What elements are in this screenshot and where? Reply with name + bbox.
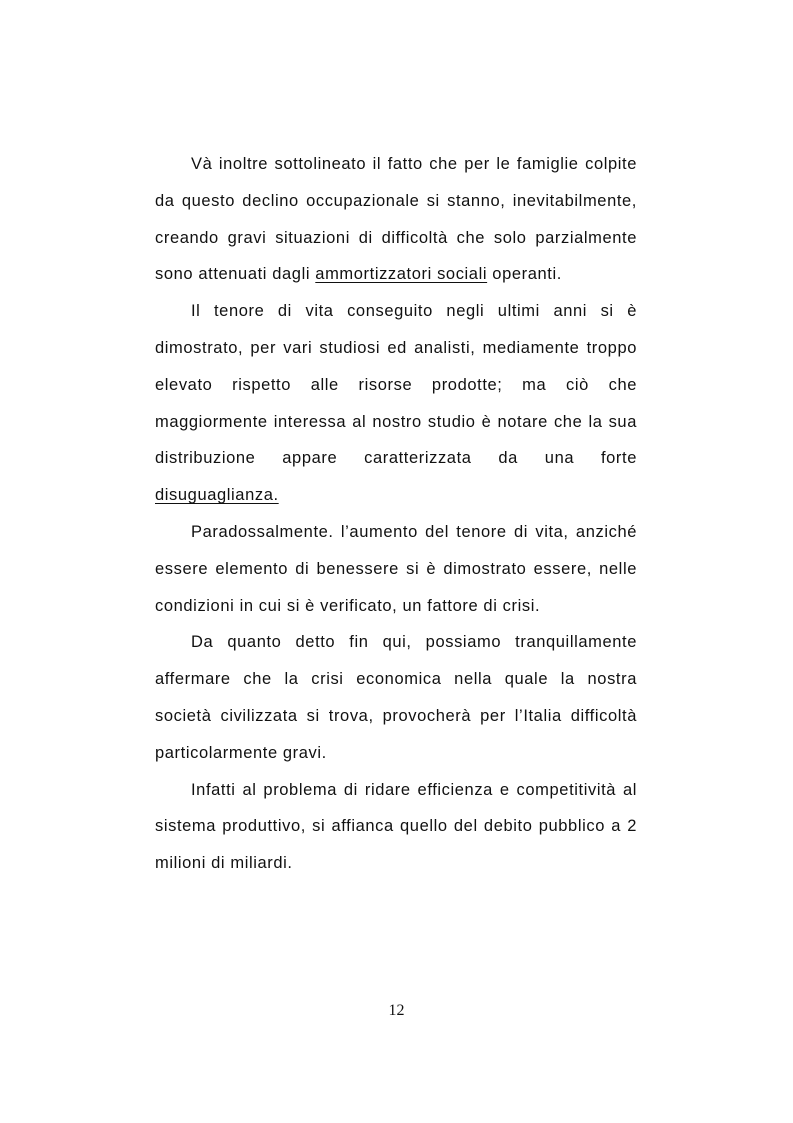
page-number: 12 <box>388 1002 405 1019</box>
paragraph-2 <box>155 293 637 514</box>
paragraph-1-tail: operanti. <box>487 265 562 284</box>
paragraph-4: Da quanto detto fin qui, possiamo tranquillamente affermare che la crisi economica nella quale la nostra società civilizzata si trova, provocherà per l’Italia difficoltà particolarmente gravi. <box>155 633 637 762</box>
underlined-term-disuguaglianza: disuguaglianza. <box>155 486 279 505</box>
underlined-term-ammortizzatori-sociali: ammortizzatori sociali <box>315 265 488 284</box>
paragraph-1-text: Và inoltre sottolineato il fatto che per le famiglie colpite da questo declino occupazionale si stanno, inevitabilmente, creando gravi situazioni di difficoltà che solo parzialmente sono attenuati dagli <box>155 155 637 284</box>
paragraph-5: Infatti al problema di ridare efficienza e competitività al sistema produttivo, si affianca quello del debito pubblico a 2 milioni di miliardi. <box>155 780 637 873</box>
paragraph-2-text: Il tenore di vita conseguito negli ultimi anni si è dimostrato, per vari studiosi ed analisti, mediamente troppo elevato rispetto alle risorse prodotte; ma ciò che maggiormente interessa al nostro studio è notare che la sua distribuzione appare caratterizzata da una forte <box>155 302 637 468</box>
paragraph-1 <box>155 146 637 293</box>
body-text <box>155 146 637 882</box>
paragraph-3: Paradossalmente. l’aumento del tenore di vita, anziché essere elemento di benessere si è dimostrato essere, nelle condizioni in cui si è verificato, un fattore di crisi. <box>155 522 637 615</box>
